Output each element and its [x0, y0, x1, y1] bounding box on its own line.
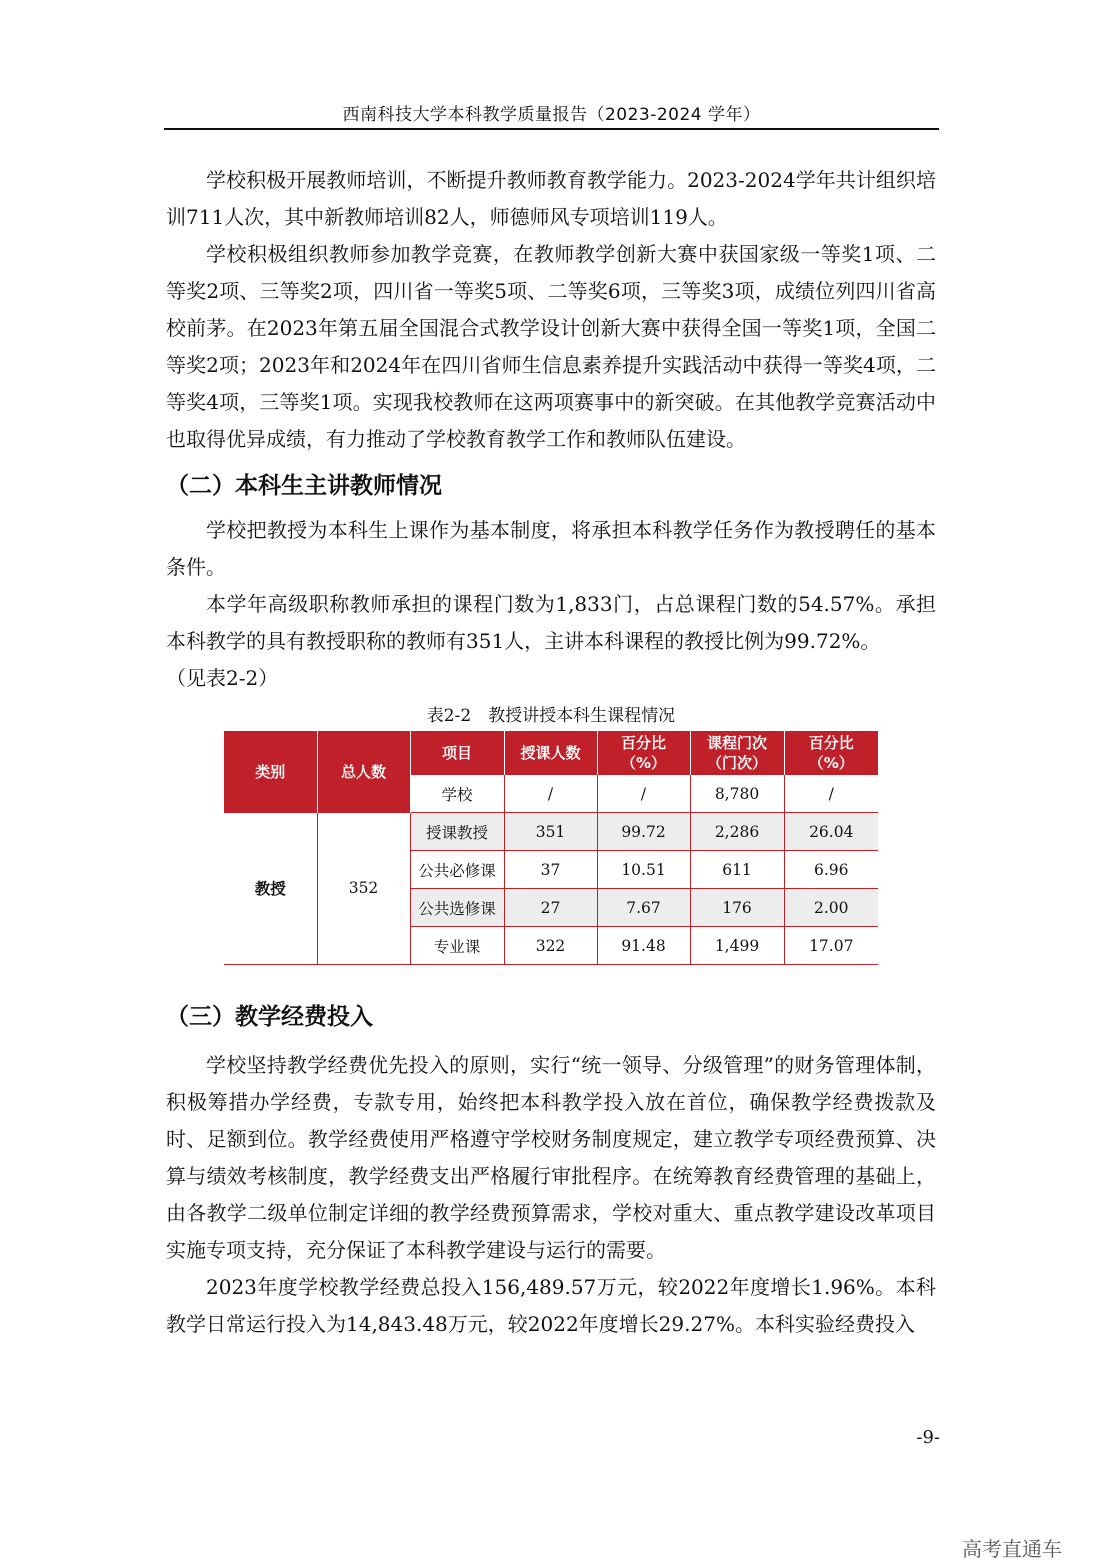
table-caption: 表2-2 教授讲授本科生课程情况: [426, 706, 676, 726]
header-total: 总人数: [317, 731, 410, 813]
paragraph-funding-policy: 学校坚持教学经费优先投入的原则，实行“统一领导、分级管理”的财务管理体制，积极筹措办学经费，专款专用，始终把本科教学投入放在首位，确保教学经费拨款及时、足额到位。教学经费使用严格遵守学校财务制度规定，建立教学专项经费预算、决算与绩效考核制度，教学经费支出严格履行审批程序。在统筹教育经费管理的基础上，由各教学二级单位制定详细的教学经费预算需求，学校对重大、重点教学建设改革项目实施专项支持，充分保证了本科教学建设与运行的需要。: [166, 1053, 936, 1262]
paragraph-professor-policy: 学校把教授为本科生上课作为基本制度，将承担本科教学任务作为教授聘任的基本条件。: [166, 518, 936, 579]
cell-pct2: 2.00: [784, 889, 878, 927]
table-header-row: [224, 731, 878, 775]
watermark-text: 高考直通车: [962, 1537, 1062, 1561]
cell-teachers: 351: [504, 813, 597, 851]
header-category: 类别: [224, 731, 317, 813]
table-row: [224, 813, 878, 851]
header-pct2-line2: （%）: [808, 754, 854, 772]
cell-courses: 1,499: [690, 927, 784, 965]
header-teachers: 授课人数: [504, 731, 597, 775]
cell-pct2: /: [784, 775, 878, 813]
cell-teachers: 37: [504, 851, 597, 889]
cell-pct2: 26.04: [784, 813, 878, 851]
cell-category: 教授: [224, 813, 317, 965]
cell-pct1: 10.51: [597, 851, 690, 889]
header-courses-line1: 课程门次: [706, 734, 767, 752]
cell-item: 公共必修课: [410, 851, 504, 889]
header-pct1-line1: 百分比: [620, 734, 666, 752]
paragraph-course-stats: 本学年高级职称教师承担的课程门数为1,833门，占总课程门数的54.57%。承担本科教学的具有教授职称的教师有351人，主讲本科课程的教授比例为99.72%。: [166, 592, 936, 653]
header-courses: [690, 731, 784, 775]
paragraph-table-ref: （见表2-2）: [166, 666, 279, 690]
cell-teachers: 322: [504, 927, 597, 965]
header-rule: [164, 128, 939, 130]
page-header-title: 西南科技大学本科教学质量报告（2023-2024 学年）: [342, 105, 761, 125]
paragraph-funding-stats: 2023年度学校教学经费总投入156,489.57万元，较2022年度增长1.96%。本科教学日常运行投入为14,843.48万元，较2022年度增长29.27%。本科实验经费投入: [166, 1275, 936, 1336]
cell-item: 专业课: [410, 927, 504, 965]
paragraph-training: 学校积极开展教师培训，不断提升教师教育教学能力。2023-2024学年共计组织培训711人次，其中新教师培训82人，师德师风专项培训119人。: [166, 168, 936, 229]
cell-courses: 611: [690, 851, 784, 889]
section-heading-lecturers: （二）本科生主讲教师情况: [166, 473, 442, 499]
cell-courses: 176: [690, 889, 784, 927]
cell-item: 公共选修课: [410, 889, 504, 927]
document-body: [166, 162, 936, 1343]
cell-item: 授课教授: [410, 813, 504, 851]
header-pct2: [784, 731, 878, 775]
cell-teachers: /: [504, 775, 597, 813]
paragraph-competitions: 学校积极组织教师参加教学竞赛，在教师教学创新大赛中获国家级一等奖1项、二等奖2项、三等奖2项，四川省一等奖5项、二等奖6项，三等奖3项，成绩位列四川省高校前茅。在2023年第五届全国混合式教学设计创新大赛中获得全国一等奖1项，全国二等奖2项；2023年和2024年在四川省师生信息素养提升实践活动中获得一等奖4项，二等奖4项，三等奖1项。实现我校教师在这两项赛事中的新突破。在其他教学竞赛活动中也取得优异成绩，有力推动了学校教育教学工作和教师队伍建设。: [166, 242, 936, 451]
page-number: -9-: [916, 1427, 940, 1448]
cell-pct1: 91.48: [597, 927, 690, 965]
cell-pct1: /: [597, 775, 690, 813]
cell-teachers: 27: [504, 889, 597, 927]
section-heading-funding: （三）教学经费投入: [166, 1004, 373, 1030]
header-item: 项目: [410, 731, 504, 775]
cell-total: 352: [317, 813, 410, 965]
header-pct2-line1: 百分比: [808, 734, 854, 752]
cell-pct1: 7.67: [597, 889, 690, 927]
cell-pct2: 17.07: [784, 927, 878, 965]
cell-courses: 8,780: [690, 775, 784, 813]
professor-courses-table: [224, 731, 878, 965]
header-pct1: [597, 731, 690, 775]
cell-courses: 2,286: [690, 813, 784, 851]
header-courses-line2: （门次）: [706, 754, 767, 772]
cell-pct2: 6.96: [784, 851, 878, 889]
cell-item: 学校: [410, 775, 504, 813]
header-pct1-line2: （%）: [620, 754, 667, 772]
cell-pct1: 99.72: [597, 813, 690, 851]
